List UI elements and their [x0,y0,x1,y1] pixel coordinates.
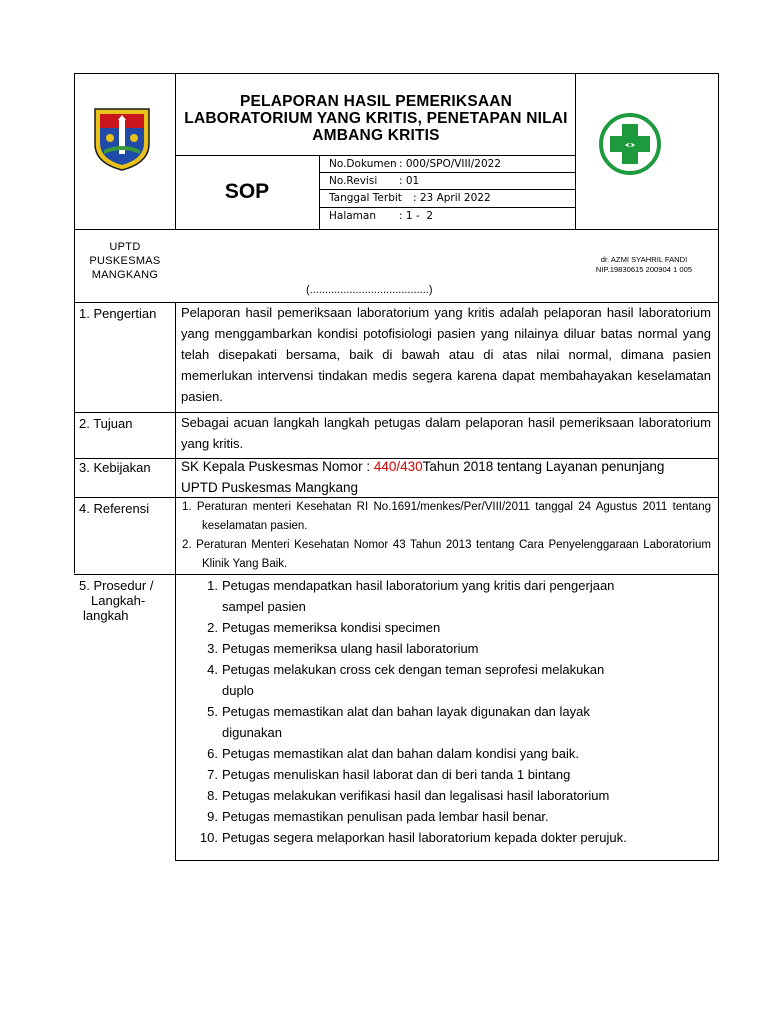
step-number: 1. [207,578,218,593]
organization-name [76,240,174,282]
step-text: digunakan [222,725,282,740]
step-text: duplo [222,683,254,698]
head-nip: NIP.19830615 200904 1 005 [595,265,693,274]
referensi-item: 2. Peraturan Menteri Kesehatan Nomor 43 Tahun 2013 tentang Cara Penyelenggaraan Laboratorium Klinik Yang Baik. [182,539,711,570]
step-number: 4. [207,662,218,677]
sop-label: SOP [224,180,270,203]
org-line: PUSKESMAS [89,255,161,267]
step-text: sampel pasien [222,599,306,614]
section-label-prosedur [79,578,153,623]
kebijakan-number: 440/430 [373,459,423,474]
document-title: PELAPORAN HASIL PEMERIKSAAN LABORATORIUM YANG KRITIS, PENETAPAN NILAI AMBANG KRITIS [184,93,568,144]
meta-value: : 23 April 2022 [413,192,491,204]
step-text: Petugas memeriksa ulang hasil laboratorium [222,641,479,656]
step-number: 2. [207,620,218,635]
step-number: 10. [199,830,218,845]
step-text: Petugas mendapatkan hasil laboratorium yang kritis dari pengerjaan [222,578,615,593]
meta-label: No.Revisi [329,175,378,187]
signature-placeholder: (.......................................) [306,284,433,296]
org-line: UPTD [109,241,141,253]
step-number: 7. [207,767,218,782]
step-text: Petugas segera melaporkan hasil laboratorium kepada dokter perujuk. [222,830,627,845]
step-number: 9. [207,809,218,824]
org-line: MANGKANG [91,269,159,281]
meta-row-dokumen [329,158,501,170]
meta-value: : 1 - 2 [399,210,434,222]
prosedur-label-line: langkah [83,608,129,623]
referensi-item: 1. Peraturan menteri Kesehatan RI No.1691/menkes/Per/VIII/2011 tanggal 24 Agustus 2011 tentang keselamatan pasien. [182,501,711,532]
step-text: Petugas memastikan penulisan pada lembar hasil benar. [222,809,549,824]
step-number: 3. [207,641,218,656]
prosedur-label-line: 5. Prosedur / [79,578,154,593]
step-number: 8. [207,788,218,803]
step-text: Petugas menuliskan hasil laborat dan di beri tanda 1 bintang [222,767,571,782]
section-text-kebijakan [181,456,681,498]
section-label-kebijakan: 3. Kebijakan [79,460,151,475]
step-number: 5. [207,704,218,719]
section-label-referensi: 4. Referensi [79,501,150,516]
meta-row-halaman [329,210,434,222]
step-text: Petugas memeriksa kondisi specimen [222,620,441,635]
step-text: Petugas melakukan cross cek dengan teman seprofesi melakukan [222,662,605,677]
kebijakan-suffix: Tahun 2018 tentang Layanan penunjang UPTD Puskesmas Mangkang [181,459,665,495]
meta-row-tanggal [329,192,491,204]
puskesmas-logo-icon [598,112,662,181]
step-text: Petugas melakukan verifikasi hasil dan legalisasi hasil laboratorium [222,788,610,803]
head-name: dr. AZMI SYAHRIL FANDI [600,255,688,264]
kebijakan-prefix: SK Kepala Puskesmas Nomor : [181,459,374,474]
meta-row-revisi [329,175,420,187]
meta-label: Halaman [329,210,376,222]
step-number: 6. [207,746,218,761]
section-label-pengertian: 1. Pengertian [79,306,157,321]
meta-label: Tanggal Terbit [329,192,402,204]
section-text-pengertian: Pelaporan hasil pemeriksaan laboratorium yang kritis adalah pelaporan hasil laboratorium yang menggambarkan kondisi potofisiologi pasien yang nilainya diluar batas normal yang telah disepakati bersama, baik di bawah atau di atas nilai normal, dimana pasien memerlukan intervensi tindakan medis segera karena dapat membahayakan keselamatan pasien. [181,305,711,404]
prosedur-label-line: Langkah- [91,593,146,608]
meta-value: : 01 [399,175,420,187]
step-text: Petugas memastikan alat dan bahan dalam kondisi yang baik. [222,746,579,761]
meta-label: No.Dokumen [329,158,397,170]
regional-emblem-icon [92,106,152,177]
section-text-tujuan: Sebagai acuan langkah langkah petugas dalam pelaporan hasil pemeriksaan laboratorium yang kritis. [181,415,711,451]
head-of-center [576,255,712,275]
section-label-tujuan: 2. Tujuan [79,416,133,431]
step-text: Petugas memastikan alat dan bahan layak digunakan dan layak [222,704,590,719]
meta-value: : 000/SPO/VIII/2022 [399,158,501,170]
